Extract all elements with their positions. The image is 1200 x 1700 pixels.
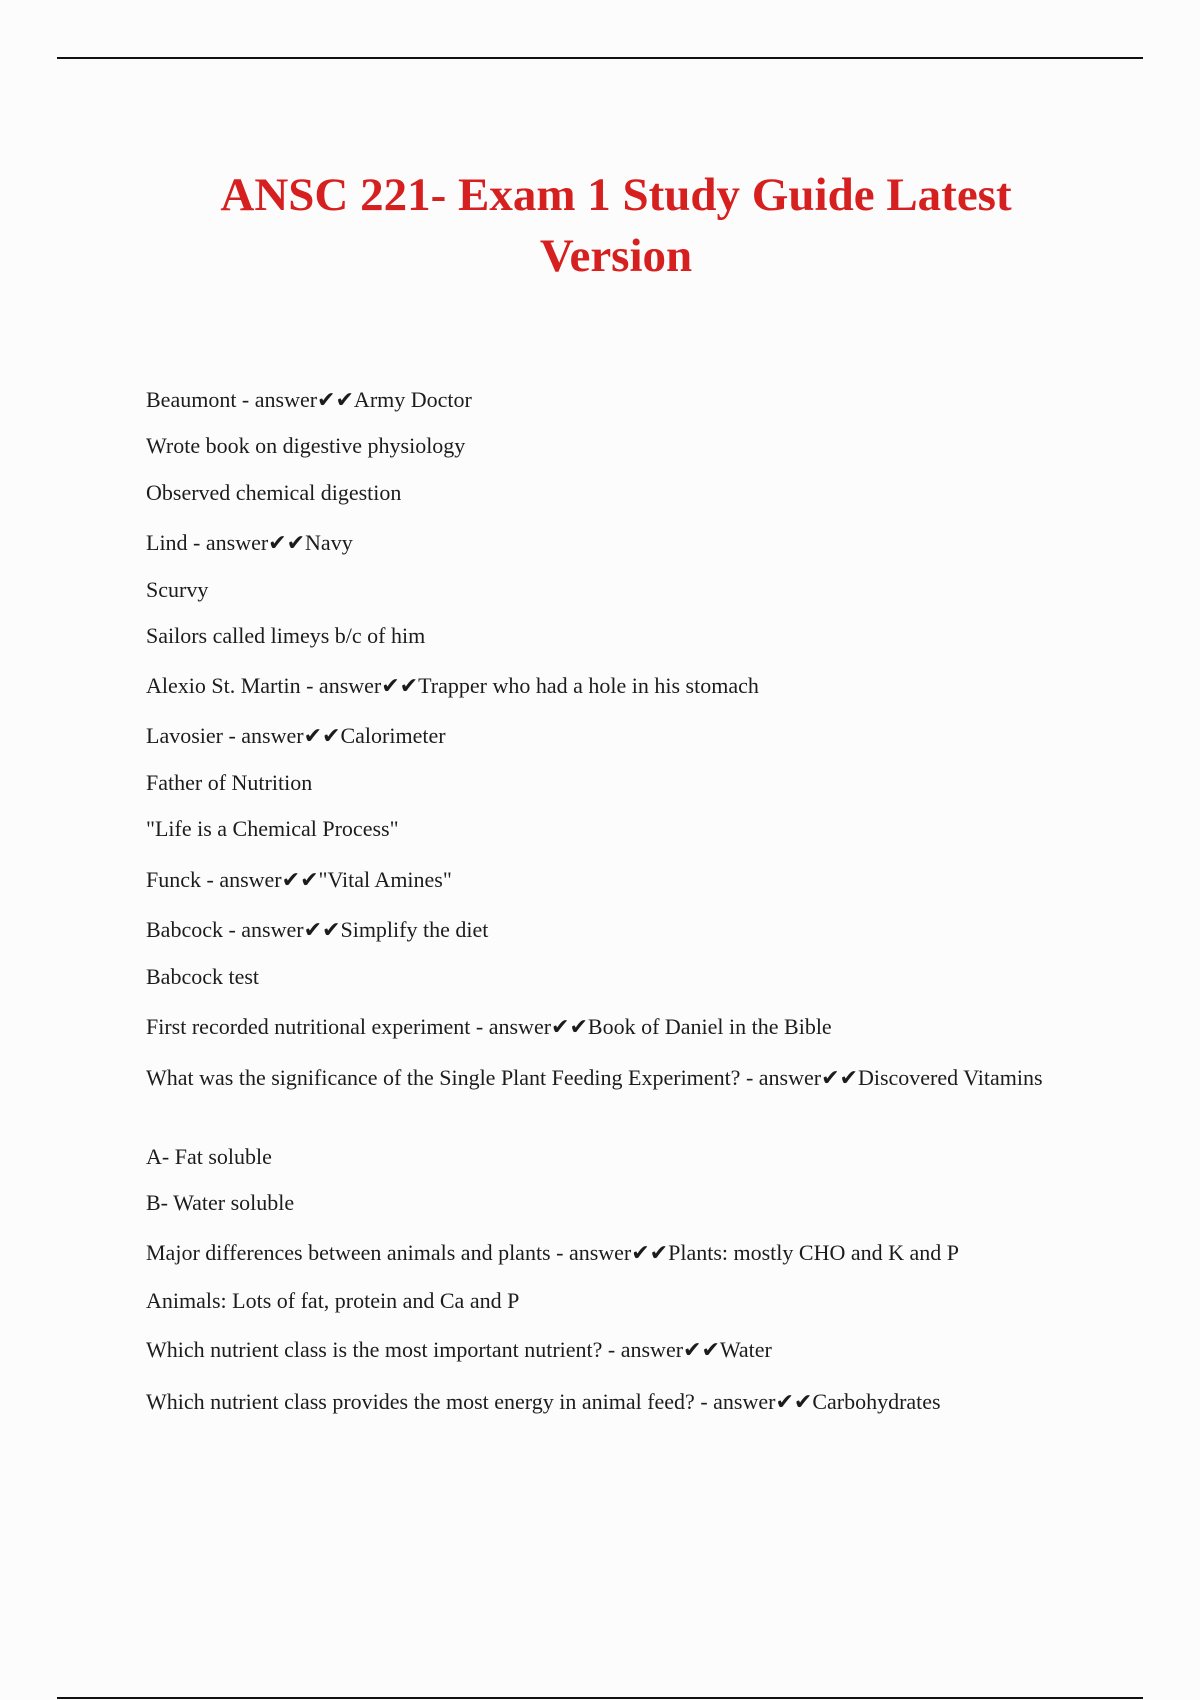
study-line: Beaumont - answer✔✔Army Doctor: [146, 387, 472, 412]
study-line: Observed chemical digestion: [146, 480, 402, 505]
study-line: Animals: Lots of fat, protein and Ca and P: [146, 1288, 520, 1313]
study-line: Funck - answer✔✔"Vital Amines": [146, 867, 452, 892]
study-line: Sailors called limeys b/c of him: [146, 623, 426, 648]
document-title: [0, 165, 1200, 287]
title-line-2: Version: [539, 230, 693, 282]
study-line: A- Fat soluble: [146, 1144, 272, 1169]
study-line: What was the significance of the Single Plant Feeding Experiment? - answer✔✔Discovered Vitamins: [146, 1065, 1043, 1090]
study-line: Which nutrient class provides the most energy in animal feed? - answer✔✔Carbohydrates: [146, 1389, 941, 1414]
study-line: Which nutrient class is the most important nutrient? - answer✔✔Water: [146, 1337, 772, 1362]
study-line: "Life is a Chemical Process": [146, 816, 399, 841]
study-line: Wrote book on digestive physiology: [146, 433, 466, 458]
study-line: Lavosier - answer✔✔Calorimeter: [146, 723, 446, 748]
study-line: Alexio St. Martin - answer✔✔Trapper who had a hole in his stomach: [146, 673, 759, 698]
bottom-rule: [57, 1697, 1143, 1699]
study-line: Major differences between animals and plants - answer✔✔Plants: mostly CHO and K and P: [146, 1240, 960, 1265]
study-line: Babcock - answer✔✔Simplify the diet: [146, 917, 489, 942]
top-rule: [57, 57, 1143, 59]
study-line: B- Water soluble: [146, 1190, 295, 1215]
study-line: Scurvy: [146, 577, 209, 602]
study-line: Father of Nutrition: [146, 770, 313, 795]
study-line: Babcock test: [146, 964, 260, 989]
title-line-1: ANSC 221- Exam 1 Study Guide Latest: [220, 169, 1012, 221]
study-line: Lind - answer✔✔Navy: [146, 530, 353, 555]
study-line: First recorded nutritional experiment - answer✔✔Book of Daniel in the Bible: [146, 1014, 832, 1039]
